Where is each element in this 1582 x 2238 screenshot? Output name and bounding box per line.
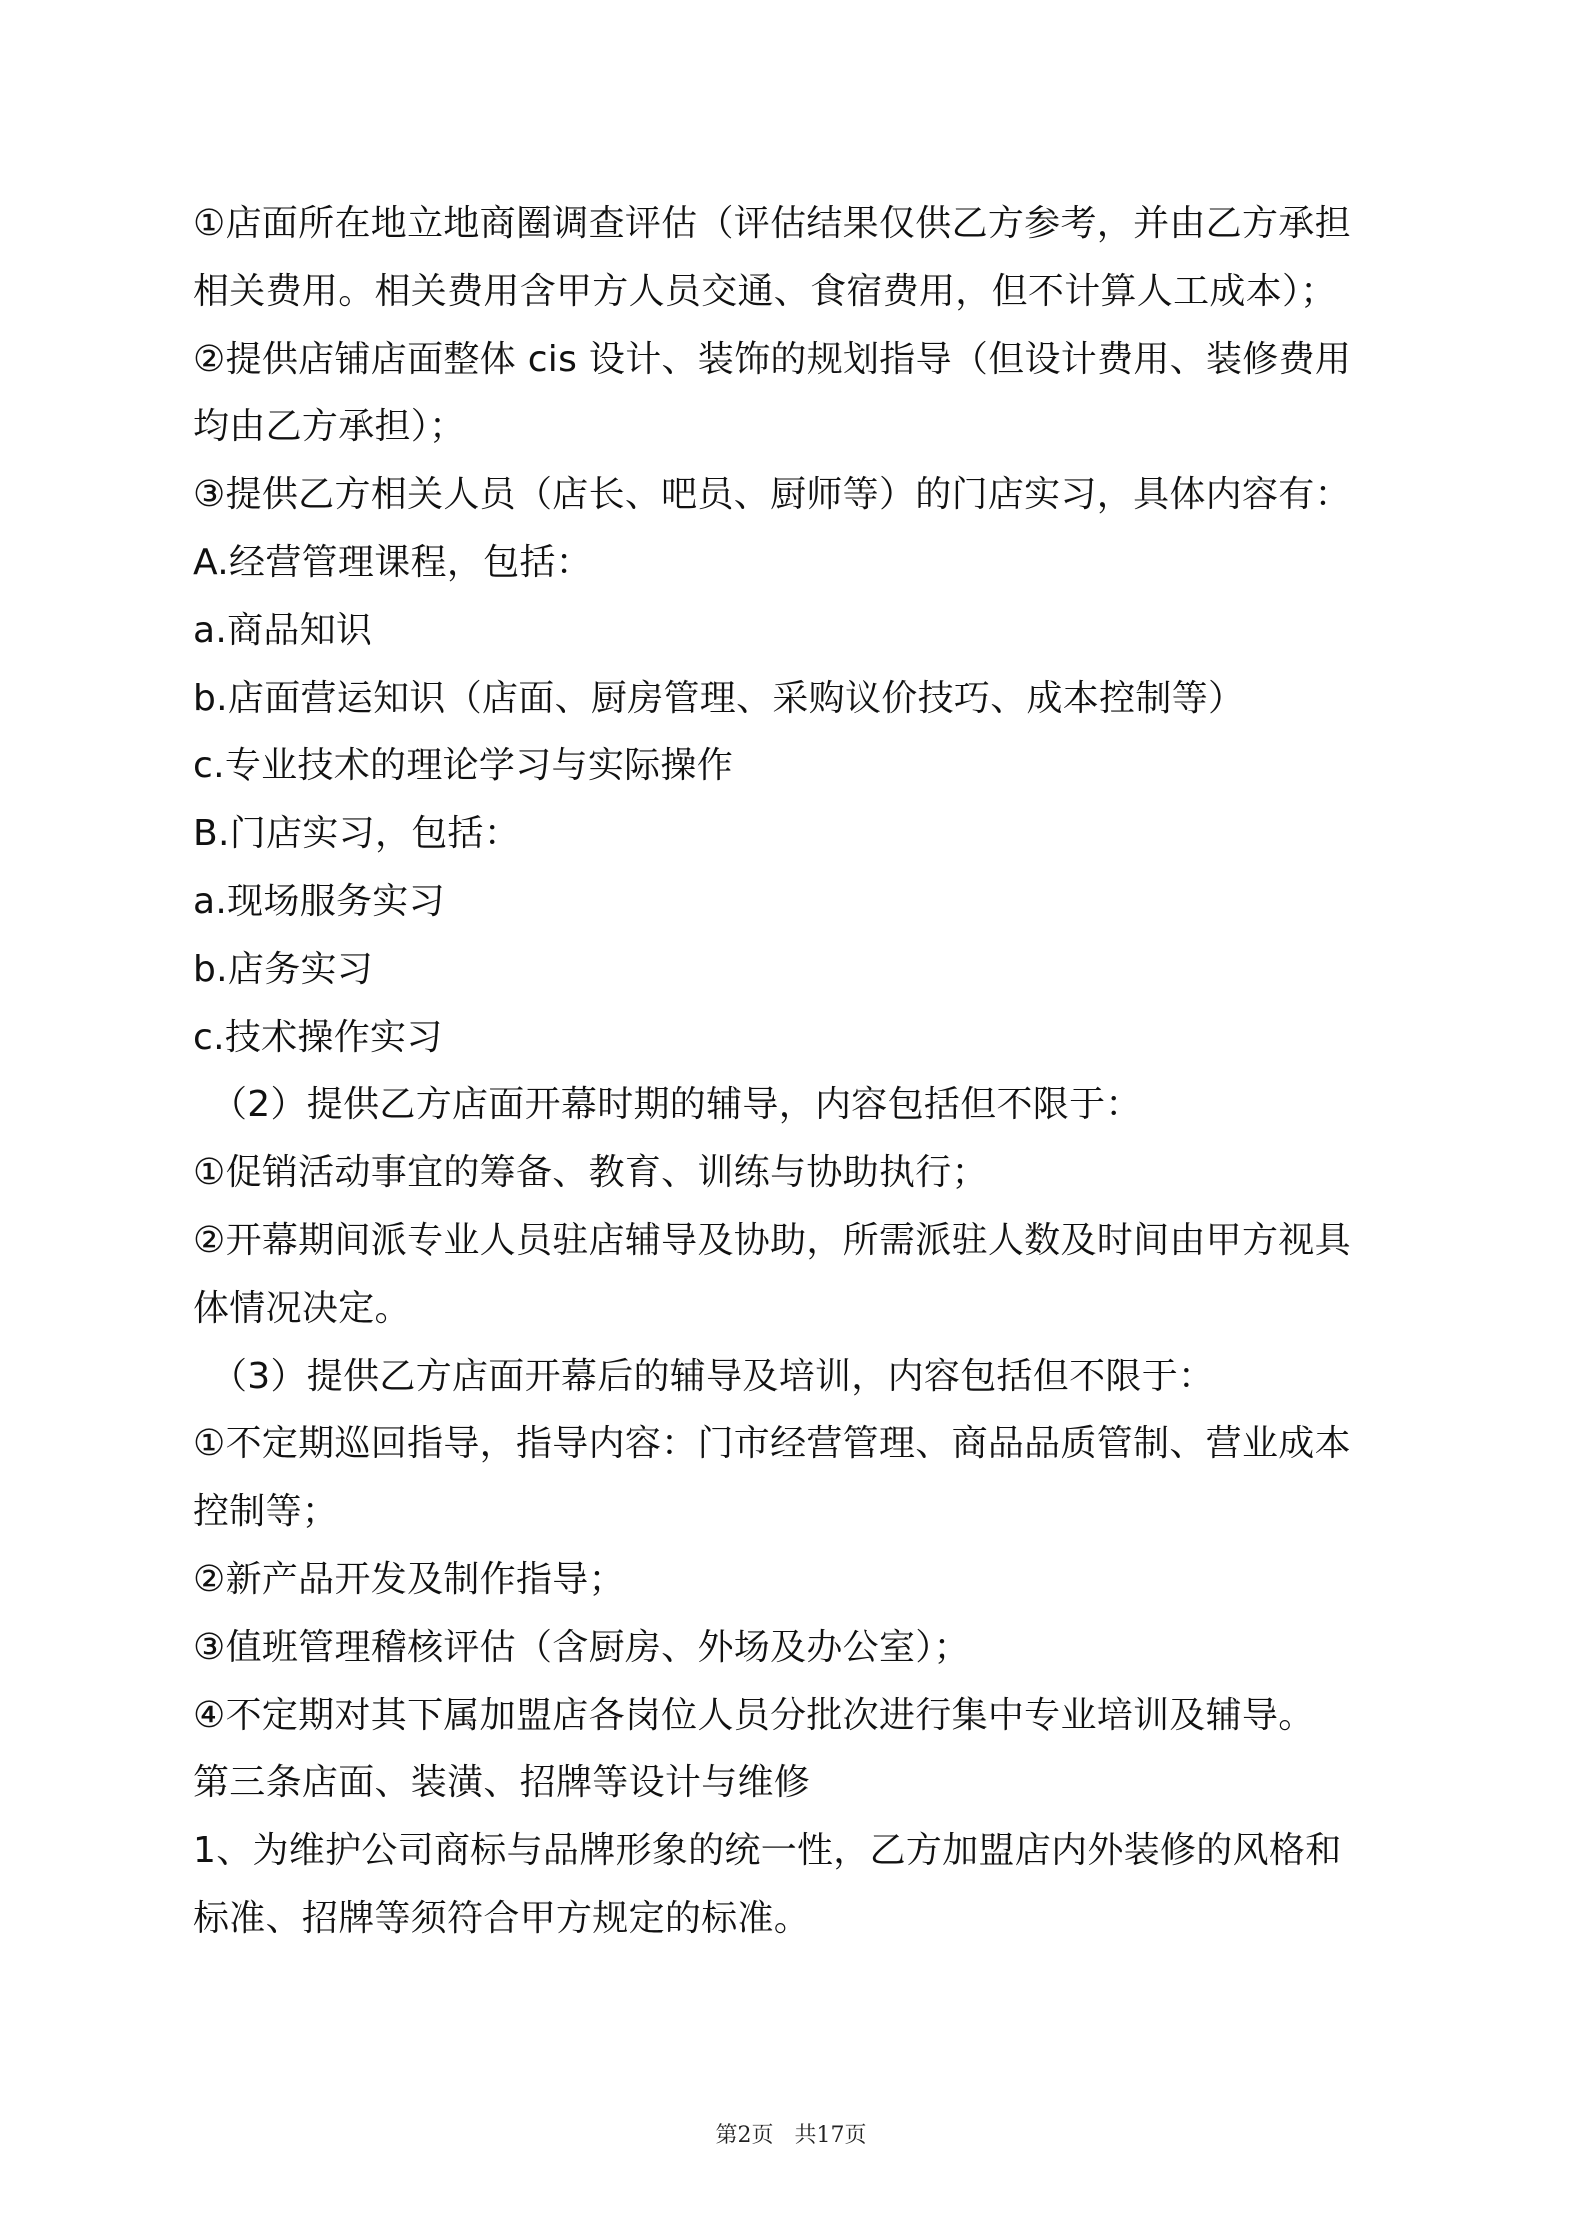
text-line: ②新产品开发及制作指导； — [193, 1558, 625, 1600]
text-line: ④不定期对其下属加盟店各岗位人员分批次进行集中专业培训及辅导。 — [193, 1694, 1315, 1736]
text-line: b.店面营运知识（店面、厨房管理、采购议价技巧、成本控制等） — [193, 677, 1245, 719]
text-line: 体情况决定。 — [193, 1287, 411, 1329]
text-line: A.经营管理课程，包括： — [193, 541, 593, 583]
document-body — [193, 190, 1413, 1953]
text-line: ①店面所在地立地商圈调查评估（评估结果仅供乙方参考，并由乙方承担 — [193, 203, 1351, 244]
text-line: c.专业技术的理论学习与实际操作 — [193, 745, 734, 787]
section-heading: 第三条店面、装潢、招牌等设计与维修 — [193, 1762, 811, 1804]
text-line: ①促销活动事宜的筹备、教育、训练与协助执行； — [193, 1152, 988, 1194]
page-number: 第2页 — [715, 2123, 774, 2148]
text-line: 控制等； — [193, 1491, 339, 1533]
text-line: a.商品知识 — [193, 609, 373, 651]
text-line: 均由乙方承担）； — [193, 406, 466, 448]
text-line: 相关费用。相关费用含甲方人员交通、食宿费用，但不计算人工成本）； — [193, 270, 1337, 312]
text-line: a.现场服务实习 — [193, 880, 445, 922]
text-line: ②提供店铺店面整体 cis 设计、装饰的规划指导（但设计费用、装修费用 — [193, 338, 1352, 380]
text-line: （3）提供乙方店面开幕后的辅导及培训，内容包括但不限于： — [211, 1355, 1215, 1397]
text-line: ③提供乙方相关人员（店长、吧员、厨师等）的门店实习，具体内容有： — [193, 474, 1351, 516]
text-line: 1、为维护公司商标与品牌形象的统一性，乙方加盟店内外装修的风格和 — [193, 1830, 1342, 1872]
text-line: （2）提供乙方店面开幕时期的辅导，内容包括但不限于： — [211, 1084, 1142, 1126]
page-total: 共17页 — [794, 2123, 867, 2148]
text-line: B.门店实习，包括： — [193, 813, 521, 855]
text-line: ①不定期巡回指导，指导内容：门市经营管理、商品品质管制、营业成本 — [193, 1423, 1351, 1465]
text-line: ②开幕期间派专业人员驻店辅导及协助，所需派驻人数及时间由甲方视具 — [193, 1219, 1351, 1261]
text-line: b.店务实习 — [193, 948, 374, 990]
page-footer — [0, 2118, 1582, 2149]
text-line: 标准、招牌等须符合甲方规定的标准。 — [193, 1897, 811, 1939]
text-line: c.技术操作实习 — [193, 1016, 443, 1058]
text-line: ③值班管理稽核评估（含厨房、外场及办公室）； — [193, 1626, 970, 1668]
